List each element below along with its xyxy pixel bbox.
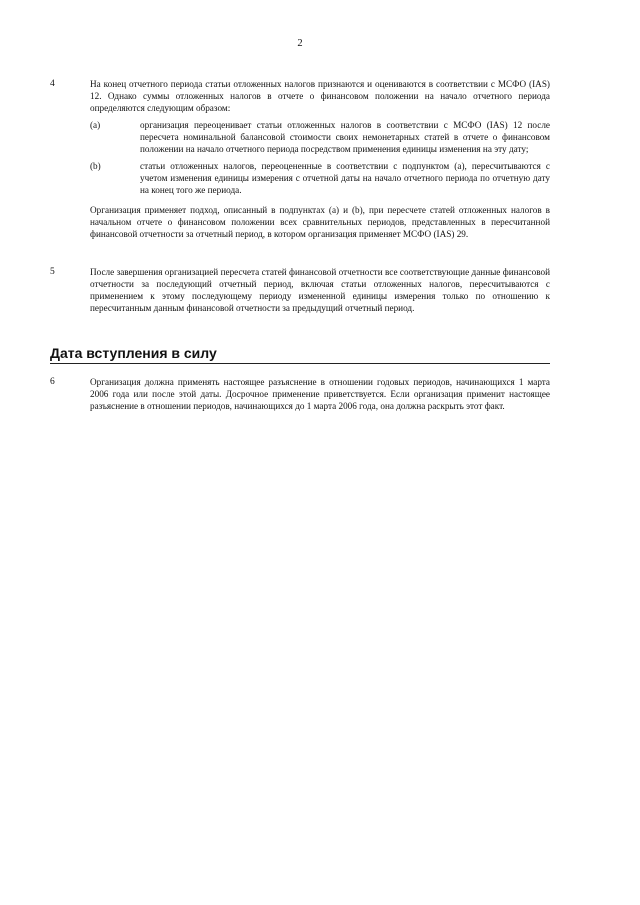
sub-item-b xyxy=(90,160,550,196)
paragraph-number: 4 xyxy=(50,79,55,89)
sub-item-text: статьи отложенных налогов, переоцененные в соответствии с подпунктом (a), пересчитываются с учетом изменения единицы измерения с отчетной даты на начало отчетного периода по отчетную дату на конец того же периода. xyxy=(140,161,550,195)
paragraph-4-intro: На конец отчетного периода статьи отложенных налогов признаются и оцениваются в соответствии с МСФО (IAS) 12. Однако суммы отложенных налогов в отчете о финансовом положении на начало отчетного периода определяются следующим образом: xyxy=(90,79,550,113)
sub-item-a xyxy=(90,119,550,155)
paragraph-5 xyxy=(50,266,550,314)
sub-item-marker: (a) xyxy=(90,120,101,130)
page-number: 2 xyxy=(297,38,303,49)
sub-item-marker: (b) xyxy=(90,161,101,171)
paragraph-number: 5 xyxy=(50,267,55,277)
paragraph-6 xyxy=(50,376,550,412)
paragraph-number: 6 xyxy=(50,377,55,387)
section-heading: Дата вступления в силу xyxy=(50,344,550,364)
paragraph-4 xyxy=(50,78,550,240)
sub-item-text: организация переоценивает статьи отложенных налогов в соответствии с МСФО (IAS) 12 после пересчета номинальной балансовой стоимости своих немонетарных статей в отчете о финансовом положении на начало отчетного периода посредством применения единицы изменения на эту дату; xyxy=(140,120,550,154)
paragraph-4-closing: Организация применяет подход, описанный в подпунктах (a) и (b), при пересчете статей отложенных налогов в начальном отчете о финансовом положении всех сравнительных периодов, представленных в пересчитанной финансовой отчетности за отчетный период, в котором организация применяет МСФО (IAS) 29. xyxy=(90,205,550,239)
paragraph-5-text: После завершения организацией пересчета статей финансовой отчетности все соответствующие данные финансовой отчетности за последующий отчетный период, включая статьи отложенных налогов, пересчитываются с применением к этому последующему периоду измененной единицы измерения только по отношению к пересчитанным данным финансовой отчетности за предыдущий отчетный период. xyxy=(90,267,550,313)
paragraph-6-text: Организация должна применять настоящее разъяснение в отношении годовых периодов, начинающихся 1 марта 2006 года или после этой даты. Досрочное применение приветствуется. Если организация применит настоящее разъяснение в отношении периодов, начинающихся до 1 марта 2006 года, она должна раскрыть этот факт. xyxy=(90,377,550,411)
